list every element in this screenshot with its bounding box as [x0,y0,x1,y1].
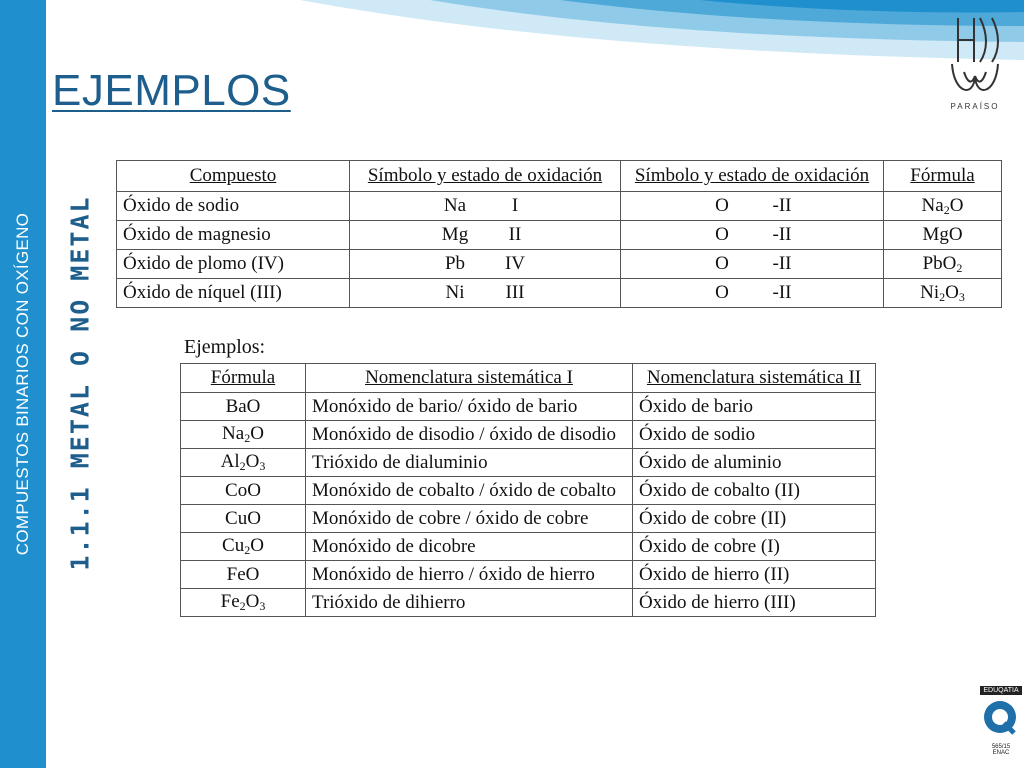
compound-name: Óxido de plomo (IV) [117,250,350,279]
column-header: Símbolo y estado de oxidación [621,161,884,192]
sidebar-title: COMPUESTOS BINARIOS CON OXÍGENO [13,212,32,556]
formula-text: Al [220,451,240,472]
table-row [117,250,1002,279]
formula-text: Na [222,423,245,444]
systematic-name-2: Óxido de sodio [633,421,876,449]
oxidation-state: -II [772,282,792,303]
examples-label: Ejemplos: [184,336,266,358]
formula-text: O [949,194,964,216]
oxidation-cell [350,250,621,279]
table-row [181,477,876,505]
systematic-name-2: Óxido de bario [633,393,876,421]
table-row [117,221,1002,250]
section-heading: 1.1.1 METAL O NO METAL [65,195,95,571]
table-row [181,505,876,533]
cert-issuer: ENAC [992,750,1010,756]
formula-text: CuO [225,507,261,529]
paraiso-logo-icon [944,14,1006,102]
formula-text: Cu [222,535,245,556]
element-symbol: Ni [445,282,465,303]
oxidation-cell [350,221,621,250]
formula-text: CoO [225,479,261,501]
formula-text: O [945,281,959,303]
formula-cell [884,279,1002,308]
formula-text: Ni [920,281,940,303]
compound-name: Óxido de magnesio [117,221,350,250]
systematic-name-1: Monóxido de cobre / óxido de cobre [306,505,633,533]
table-row [117,279,1002,308]
table-row [181,533,876,561]
oxidation-table [116,160,1002,308]
systematic-name-2: Óxido de cobre (II) [633,505,876,533]
systematic-name-2: Óxido de aluminio [633,449,876,477]
systematic-name-1: Monóxido de bario/ óxido de bario [306,393,633,421]
certification-badge [980,686,1022,766]
table-header-row [181,364,876,393]
formula-text: Fe [220,591,240,612]
column-header: Compuesto [117,161,350,192]
formula-cell [181,589,306,617]
oxidation-cell [621,250,884,279]
nomenclature-table [180,363,876,617]
cert-brand: EDUQATIA [980,686,1022,695]
formula-text: FeO [226,563,260,585]
formula-text: PbO [922,252,957,274]
compound-name: Óxido de sodio [117,192,350,221]
oxidation-cell [621,221,884,250]
element-symbol: O [715,224,729,245]
systematic-name-2: Óxido de hierro (III) [633,589,876,617]
systematic-name-1: Monóxido de cobalto / óxido de cobalto [306,477,633,505]
element-symbol: Mg [441,224,469,245]
element-symbol: O [715,282,729,303]
formula-cell [181,561,306,589]
oxidation-cell [621,279,884,308]
oxidation-state: -II [772,224,792,245]
formula-cell [884,250,1002,279]
oxidation-cell [350,192,621,221]
table-row [181,589,876,617]
systematic-name-2: Óxido de cobre (I) [633,533,876,561]
table-row [181,449,876,477]
oxidation-state: -II [772,253,792,274]
formula-cell [884,192,1002,221]
formula-subscript: 2 [244,431,251,445]
oxidation-state: IV [504,253,526,274]
systematic-name-1: Monóxido de disodio / óxido de disodio [306,421,633,449]
formula-subscript: 3 [958,289,965,304]
systematic-name-1: Monóxido de dicobre [306,533,633,561]
page-title: EJEMPLOS [52,66,291,115]
formula-text: O [245,591,260,612]
formula-cell [181,393,306,421]
table-row [181,561,876,589]
systematic-name-1: Monóxido de hierro / óxido de hierro [306,561,633,589]
formula-text: O [245,451,260,472]
compound-name: Óxido de níquel (III) [117,279,350,308]
column-header: Nomenclatura sistemática II [633,364,876,393]
formula-cell [181,449,306,477]
formula-subscript: 2 [956,260,963,275]
systematic-name-1: Trióxido de dialuminio [306,449,633,477]
formula-text: Na [921,194,944,216]
formula-subscript: 2 [239,459,246,473]
systematic-name-2: Óxido de hierro (II) [633,561,876,589]
formula-subscript: 2 [244,543,251,557]
oxidation-cell [621,192,884,221]
element-symbol: O [715,195,729,216]
oxidation-state: -II [772,195,792,216]
systematic-name-2: Óxido de cobalto (II) [633,477,876,505]
formula-text: MgO [922,224,963,245]
systematic-name-1: Trióxido de dihierro [306,589,633,617]
table-row [117,192,1002,221]
table-row [181,421,876,449]
table-row [181,393,876,421]
school-logo [944,14,1006,116]
formula-cell [884,221,1002,250]
column-header: Nomenclatura sistemática I [306,364,633,393]
oxidation-state: III [505,282,525,303]
formula-subscript: 2 [943,202,950,217]
logo-caption: PARAÍSO [950,102,1000,111]
table-header-row [117,161,1002,192]
formula-subscript: 3 [259,599,266,613]
oxidation-cell [350,279,621,308]
column-header: Fórmula [181,364,306,393]
formula-subscript: 2 [939,289,946,304]
oxidation-state: II [508,224,522,245]
formula-subscript: 2 [239,599,246,613]
formula-cell [181,477,306,505]
column-header: Fórmula [884,161,1002,192]
sidebar [0,0,46,768]
element-symbol: Na [443,195,467,216]
formula-text: O [250,535,264,556]
cert-code: 565/15 [991,744,1011,750]
formula-subscript: 3 [259,459,266,473]
formula-cell [181,533,306,561]
element-symbol: Pb [444,253,466,274]
element-symbol: O [715,253,729,274]
formula-cell [181,421,306,449]
column-header: Símbolo y estado de oxidación [350,161,621,192]
formula-text: O [250,423,264,444]
formula-cell [181,505,306,533]
formula-text: BaO [225,395,261,417]
quality-q-icon [980,695,1022,739]
oxidation-state: I [511,195,519,216]
